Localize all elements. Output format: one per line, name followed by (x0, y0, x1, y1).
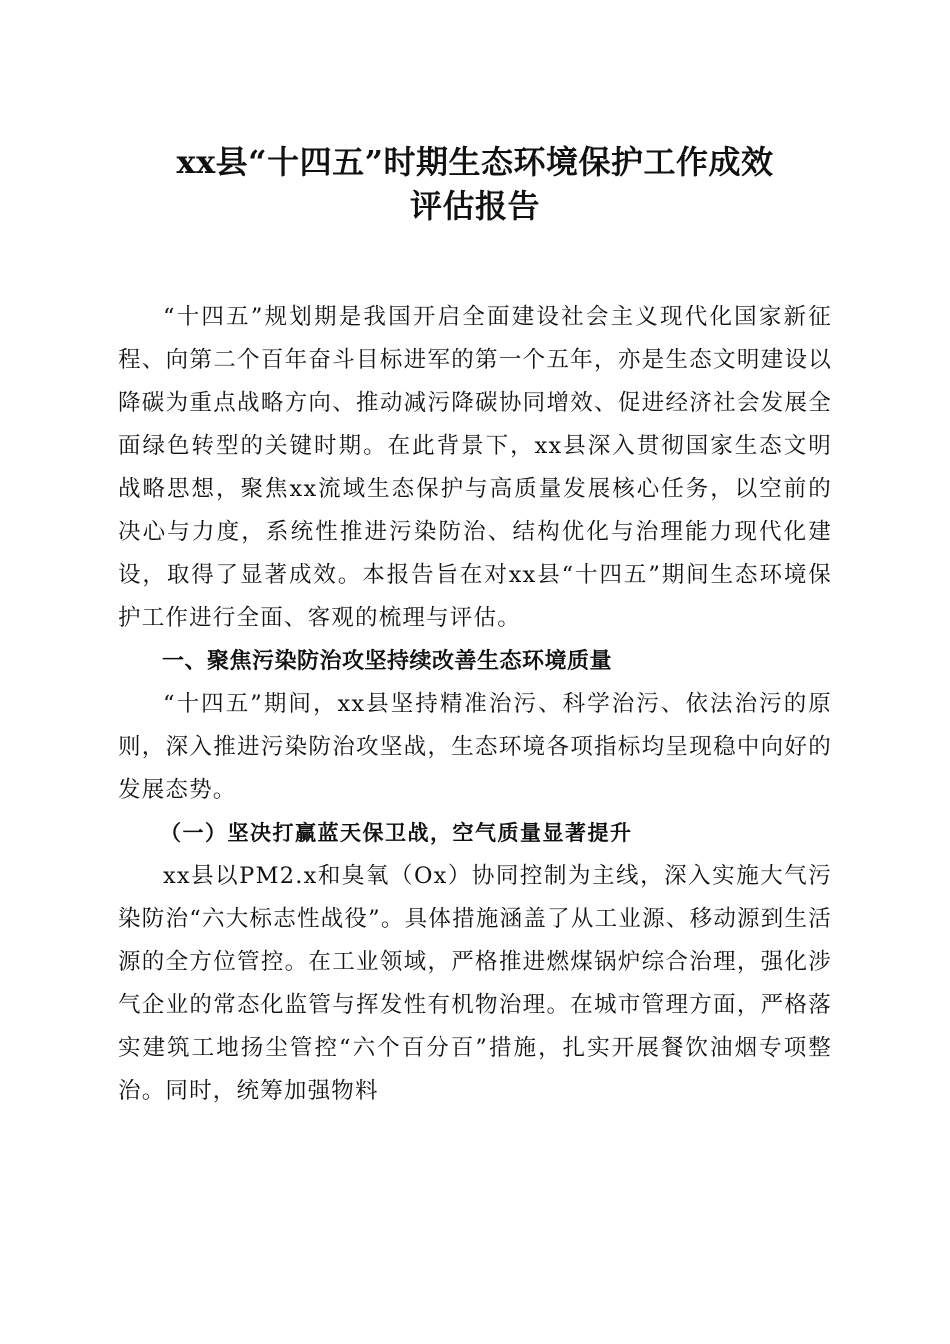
subsection-1-paragraph: xx县以PM2.x和臭氧（Ox）协同控制为主线，深入实施大气污染防治“六大标志性战役”。具体措施涵盖了从工业源、移动源到生活源的全方位管控。在工业领域，严格推进燃煤锅炉综合治理，强化涉气企业的常态化监管与挥发性有机物治理。在城市管理方面，严格落实建筑工地扬尘管控“六个百分百”措施，扎实开展餐饮油烟专项整治。同时，统筹加强物料 (118, 863, 832, 1104)
section-1-paragraph: “十四五”期间，xx县坚持精准治污、科学治污、依法治污的原则，深入推进污染防治攻坚战，生态环境各项指标均呈现稳中向好的发展态势。 (118, 691, 832, 803)
title-line-1: xx县“十四五”时期生态环境保护工作成效 (176, 143, 774, 181)
title-line-2: 评估报告 (409, 187, 540, 225)
intro-paragraph: “十四五”规划期是我国开启全面建设社会主义现代化国家新征程、向第二个百年奋斗目标进军的第一个五年，亦是生态文明建设以降碳为重点战略方向、推动减污降碳协同增效、促进经济社会发展全面绿色转型的关键时期。在此背景下，xx县深入贯彻国家生态文明战略思想，聚焦xx流域生态保护与高质量发展核心任务，以空前的决心与力度，系统性推进污染防治、结构优化与治理能力现代化建设，取得了显著成效。本报告旨在对xx县“十四五”期间生态环境保护工作进行全面、客观的梳理与评估。 (118, 304, 832, 631)
section-1-heading: 一、聚焦污染防治攻坚持续改善生态环境质量 (162, 649, 613, 674)
document-body (118, 296, 832, 1113)
subsection-1-heading: （一）坚决打赢蓝天保卫战，空气质量显著提升 (160, 821, 633, 845)
document-title (118, 140, 832, 228)
document-page (118, 140, 832, 1113)
